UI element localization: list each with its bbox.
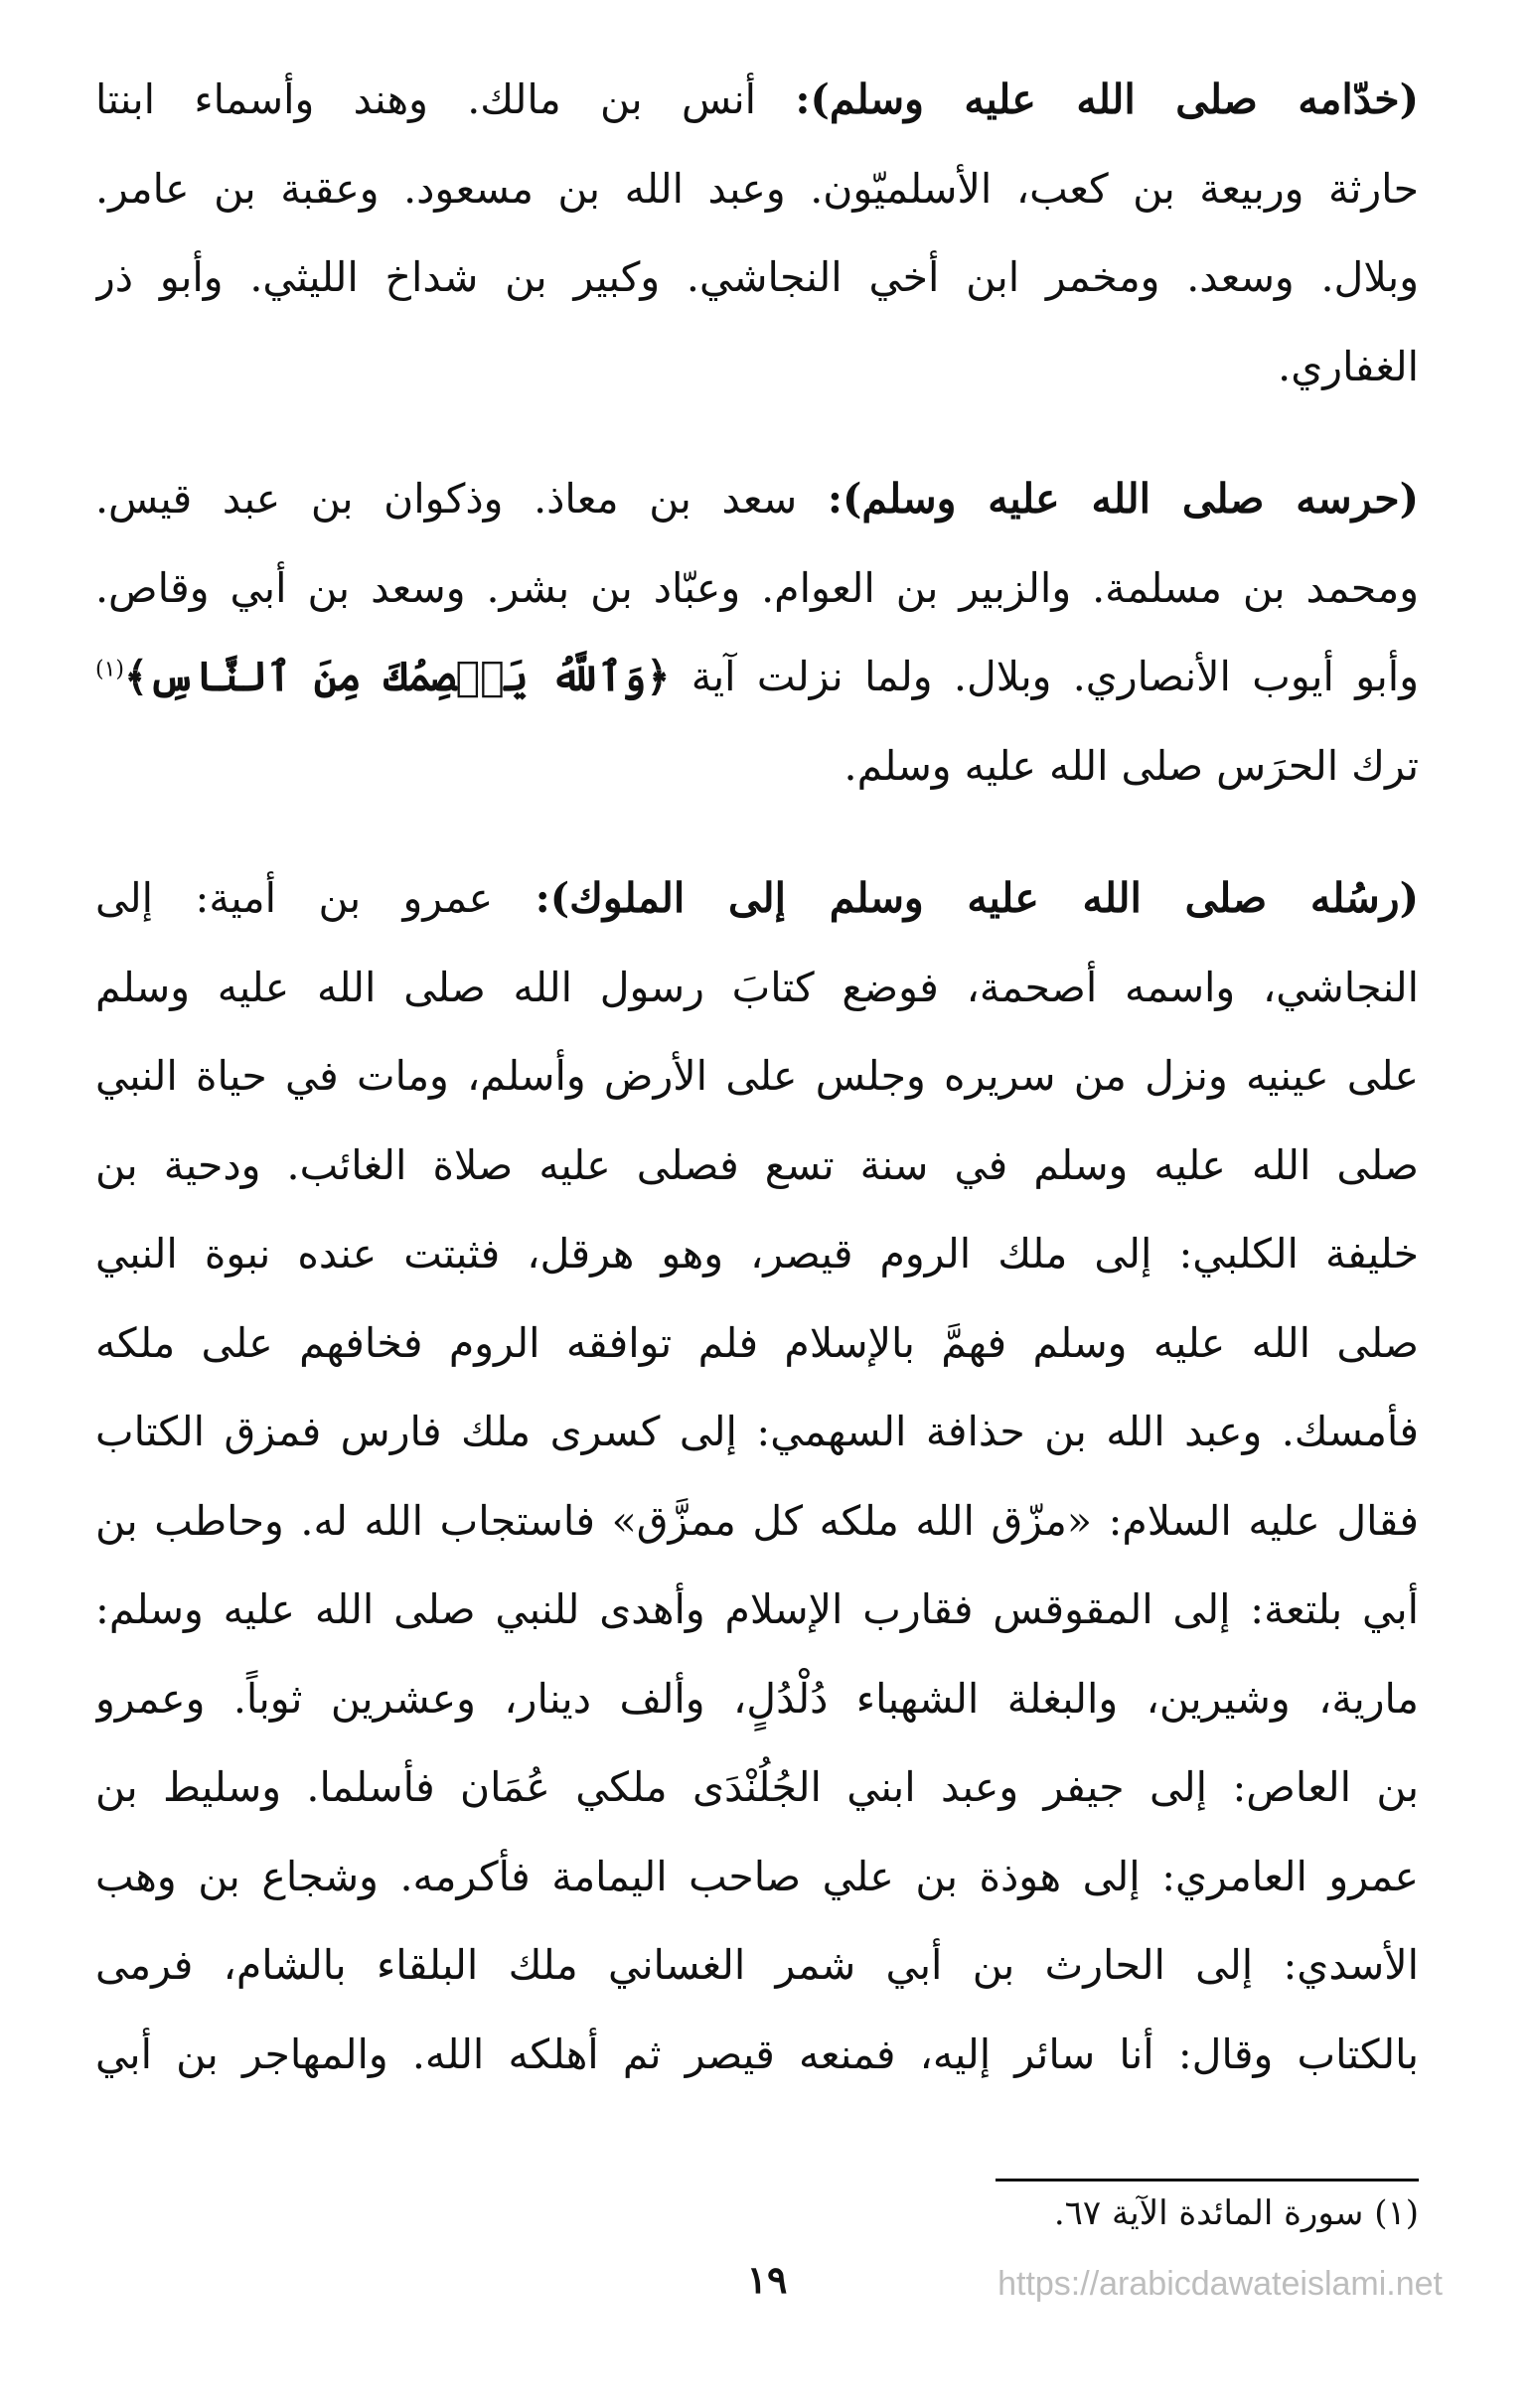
page-number: ١٩ (746, 2257, 788, 2302)
paragraph-messengers (95, 854, 1419, 2099)
footnote: (١) سورة المائدة الآية ٦٧. (1053, 2193, 1419, 2233)
text-line: عمرو العامري: إلى هوذة بن علي صاحب اليمامة فأكرمه. وشجاع بن وهب (95, 1852, 1419, 1900)
text-line: بالكتاب وقال: أنا سائر إليه، فمنعه قيصر ثم أهلكه الله. والمهاجر بن أبي (95, 2030, 1419, 2078)
quran-verse: ﴿وَٱللَّهُ يَعۡصِمُكَ مِنَ ٱلنَّاسِ﴾ (124, 653, 671, 700)
text-line: (حرسه صلى الله عليه وسلم): سعد بن معاذ. وذكوان بن عبد قيس. (95, 475, 1419, 523)
text-line: حارثة وربيعة بن كعب، الأسلميّون. وعبد الله بن مسعود. وعقبة بن عامر. (95, 164, 1419, 213)
text-line: بن العاص: إلى جيفر وعبد ابني الجُلُنْدَى ملكي عُمَان فأسلما. وسليط بن (95, 1763, 1419, 1811)
text-line: مارية، وشيرين، والبغلة الشهباء دُلْدُلٍ، وألف دينار، وعشرين ثوباً. وعمرو (95, 1674, 1419, 1723)
paragraph-guards (95, 455, 1419, 811)
text-line: صلى الله عليه وسلم في سنة تسع فصلى عليه صلاة الغائب. ودحية بن (95, 1140, 1419, 1189)
section-heading: (حرسه صلى الله عليه وسلم): (827, 475, 1419, 523)
text-line: الغفاري. (1278, 342, 1419, 390)
text-line: الأسدي: إلى الحارث بن أبي شمر الغساني ملك البلقاء بالشام، فرمى (95, 1941, 1419, 1989)
text-line: وبلال. وسعد. ومخمر ابن أخي النجاشي. وكبير بن شداخ الليثي. وأبو ذر (95, 253, 1419, 301)
text-line: على عينيه ونزل من سريره وجلس على الأرض وأسلم، ومات في حياة النبي (95, 1052, 1419, 1100)
text-line: صلى الله عليه وسلم فهمَّ بالإسلام فلم توافقه الروم فخافهم على ملكه (95, 1318, 1419, 1367)
section-heading: (خدّامه صلى الله عليه وسلم): (795, 75, 1419, 123)
text-line: (رسُله صلى الله عليه وسلم إلى الملوك): عمرو بن أمية: إلى (95, 874, 1419, 922)
text-line: أبي بلتعة: إلى المقوقس فقارب الإسلام وأهدى للنبي صلى الله عليه وسلم: (95, 1585, 1419, 1633)
text-line: ومحمد بن مسلمة. والزبير بن العوام. وعبّاد بن بشر. وسعد بن أبي وقاص. (95, 563, 1419, 612)
text-line: فأمسك. وعبد الله بن حذافة السهمي: إلى كسرى ملك فارس فمزق الكتاب (95, 1408, 1419, 1455)
watermark-url: https://arabicdawateislami.net (997, 2265, 1443, 2303)
text-line: ترك الحرَس صلى الله عليه وسلم. (844, 741, 1419, 790)
text-line: وأبو أيوب الأنصاري. وبلال. ولما نزلت آية ﴿وَٱللَّهُ يَعۡصِمُكَ مِنَ ٱلنَّاسِ﴾$^{(١)}$ (95, 653, 1419, 700)
section-heading: (رسُله صلى الله عليه وسلم إلى الملوك): (535, 874, 1419, 922)
text-line: النجاشي، واسمه أصحمة، فوضع كتابَ رسول الله صلى الله عليه وسلم (95, 963, 1419, 1011)
text-line: (خدّامه صلى الله عليه وسلم): أنس بن مالك. وهند وأسماء ابنتا (95, 75, 1419, 123)
text-line: فقال عليه السلام: «مزّق الله ملكه كل ممزَّق» فاستجاب الله له. وحاطب بن (95, 1496, 1419, 1545)
footnote-divider (996, 2179, 1419, 2182)
text-line: خليفة الكلبي: إلى ملك الروم قيصر، وهو هرقل، فثبتت عنده نبوة النبي (95, 1230, 1419, 1278)
footnote-marker: (١) (95, 657, 125, 682)
paragraph-servants (95, 56, 1419, 411)
